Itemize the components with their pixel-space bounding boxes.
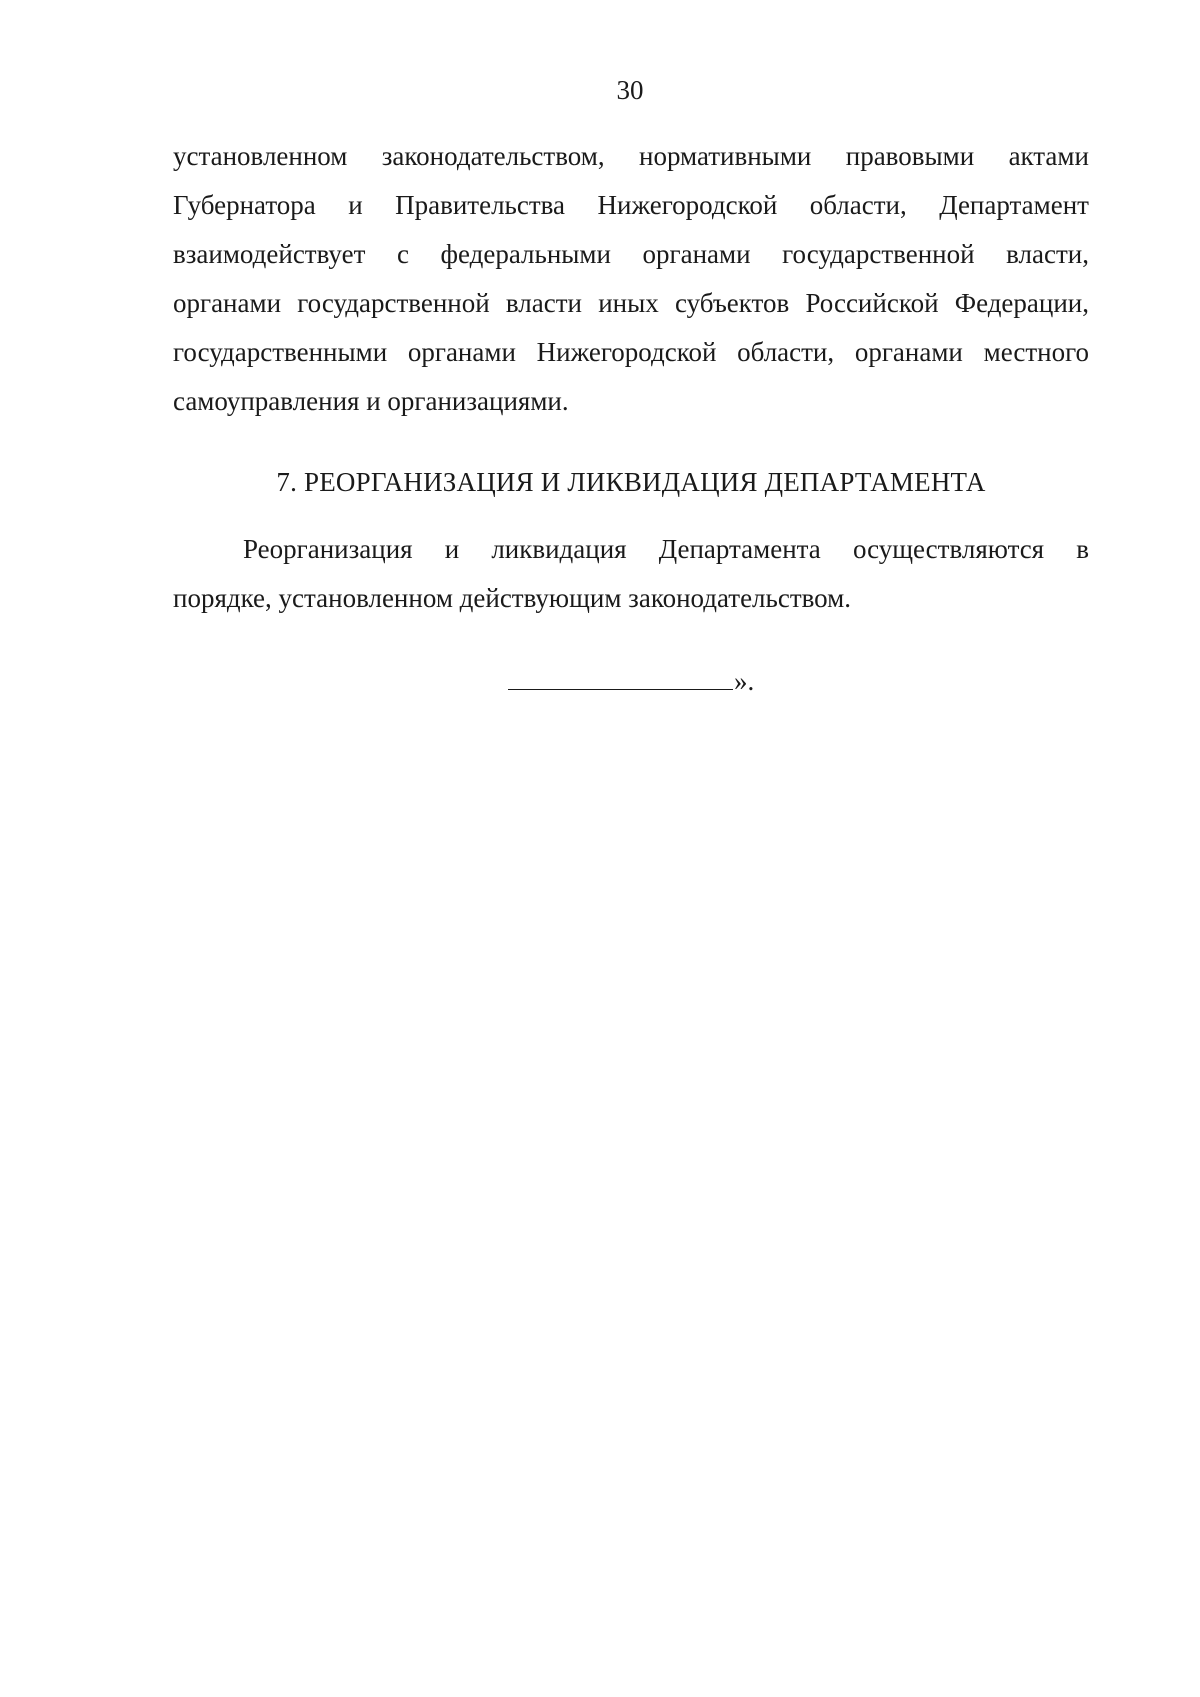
- page-number: 30: [616, 75, 644, 105]
- word: и: [348, 190, 363, 220]
- word: Федерации,: [954, 288, 1089, 318]
- word: установленном: [173, 141, 348, 171]
- word: актами: [1008, 141, 1089, 171]
- word: законодательством,: [381, 141, 605, 171]
- paragraph-line: [173, 328, 1089, 377]
- word: местного: [983, 337, 1089, 367]
- word: Реорганизация: [243, 534, 413, 564]
- word: нормативными: [639, 141, 812, 171]
- closing-line: [508, 657, 754, 706]
- paragraph-line: [173, 230, 1089, 279]
- word: области,: [737, 337, 835, 367]
- word: власти,: [1006, 239, 1089, 269]
- word: органами: [407, 337, 516, 367]
- word: иных: [598, 288, 659, 318]
- word: органами: [642, 239, 751, 269]
- paragraph-line: [173, 525, 1089, 574]
- word: Департамент: [939, 190, 1089, 220]
- paragraph-last-line: порядке, установленном действующим законодательством.: [173, 583, 852, 613]
- closing-quote-mark: ».: [734, 666, 755, 696]
- word: ликвидация: [491, 534, 627, 564]
- word: Правительства: [395, 190, 566, 220]
- word: области,: [809, 190, 907, 220]
- section-heading: 7. РЕОРГАНИЗАЦИЯ И ЛИКВИДАЦИЯ ДЕПАРТАМЕНТА: [276, 467, 986, 497]
- paragraph-line: [173, 279, 1089, 328]
- paragraph-line: [173, 132, 1089, 181]
- word: государственной: [782, 239, 975, 269]
- word: Нижегородской: [597, 190, 778, 220]
- paragraph-reorganization: [173, 525, 1089, 623]
- word: Департамента: [658, 534, 821, 564]
- word: субъектов: [674, 288, 790, 318]
- word: и: [444, 534, 460, 564]
- word: осуществляются: [852, 534, 1045, 564]
- word: правовыми: [845, 141, 975, 171]
- word: органами: [854, 337, 963, 367]
- word: Российской: [805, 288, 939, 318]
- word: Губернатора: [173, 190, 316, 220]
- word: органами: [173, 288, 282, 318]
- word: взаимодействует: [173, 239, 366, 269]
- paragraph-interaction: [173, 132, 1089, 426]
- paragraph-line: [173, 181, 1089, 230]
- word: в: [1076, 534, 1089, 564]
- word: федеральными: [440, 239, 611, 269]
- word: с: [396, 239, 409, 269]
- paragraph-last-line: самоуправления и организациями.: [173, 386, 569, 416]
- underline-rule: [508, 659, 733, 690]
- word: власти: [505, 288, 582, 318]
- word: государственными: [173, 337, 388, 367]
- word: Нижегородской: [536, 337, 717, 367]
- word: государственной: [297, 288, 490, 318]
